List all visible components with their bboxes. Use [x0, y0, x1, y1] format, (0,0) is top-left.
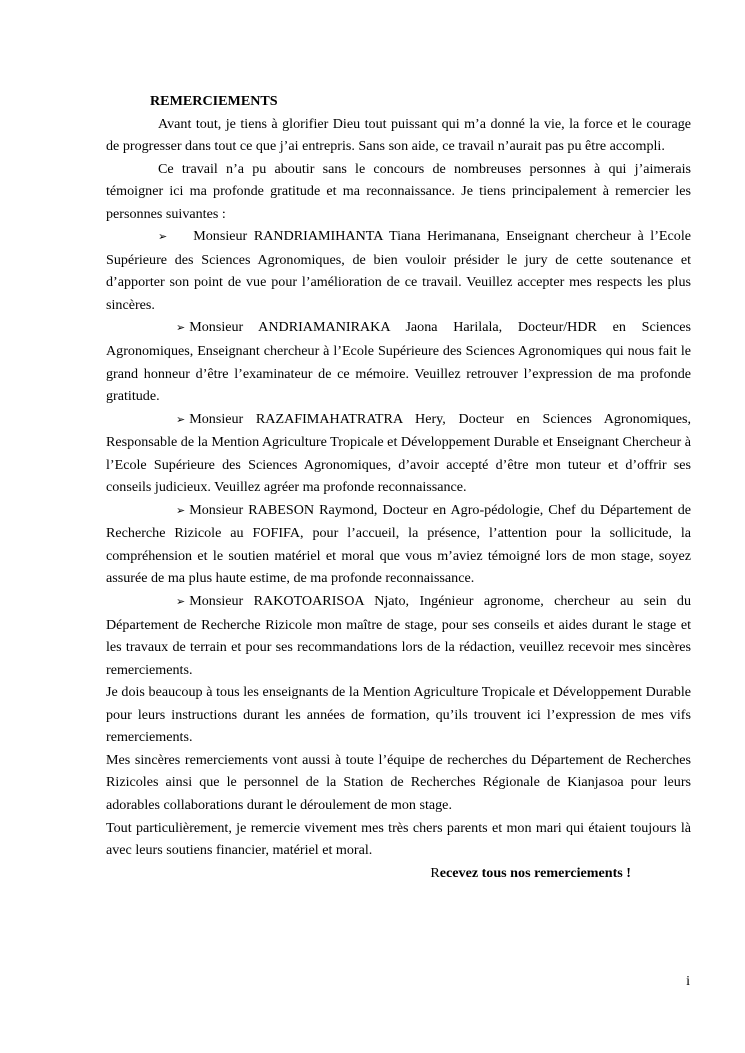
intro-paragraph: Avant tout, je tiens à glorifier Dieu tout puissant qui m’a donné la vie, la force et le courage de progresser dans tout ce que j’ai entrepris. Sans son aide, ce travail n’aurait pas pu être accompli.: [106, 115, 691, 155]
list-item: [106, 590, 691, 681]
list-item-text: Monsieur RANDRIAMIHANTA Tiana Herimanana, Enseignant chercheur à l’Ecole Supérieure des Sciences Agronomiques, de bien vouloir présider le jury de cette soutenance et d’apporter son point de vue pour l’amélioration de ce travail. Veuillez accepter mes respects les plus sincères.: [106, 228, 691, 313]
arrow-bullet-icon: ➢: [158, 230, 168, 244]
list-item-text: Monsieur RAKOTOARISOA Njato, Ingénieur agronome, chercheur au sein du Département de Recherche Rizicole mon maître de stage, pour ses conseils et aides durant le stage et les travaux de terrain et pour ses recommandations lors de la rédaction, veuillez recevoir mes sincères remerciements.: [106, 593, 691, 678]
list-item: [106, 408, 691, 499]
document-page: [106, 90, 691, 884]
closing-first-letter: R: [430, 864, 440, 881]
intro-paragraph-2: Ce travail n’a pu aboutir sans le concours de nombreuses personnes à qui j’aimerais témoigner ici ma profonde gratitude et ma reconnaissance. Je tiens principalement à remercier les personnes suivantes :: [106, 160, 691, 222]
list-item: [106, 316, 691, 407]
list-item: [106, 225, 691, 316]
list-item-text: Monsieur ANDRIAMANIRAKA Jaona Harilala, Docteur/HDR en Sciences Agronomiques, Enseignant chercheur à l’Ecole Supérieure des Sciences Agronomiques qui nous fait le grand honneur d’être l’examinateur de ce mémoire. Veuillez retrouver l’expression de ma profonde gratitude.: [106, 319, 691, 405]
family-paragraph: Tout particulièrement, je remercie vivement mes très chers parents et mon mari qui étaient toujours là avec leurs soutiens financier, matériel et moral.: [106, 819, 691, 859]
arrow-bullet-icon: ➢: [176, 321, 186, 335]
arrow-bullet-icon: ➢: [176, 412, 186, 426]
page-title: REMERCIEMENTS: [150, 93, 278, 109]
page-number: i: [686, 973, 690, 989]
teachers-paragraph: Je dois beaucoup à tous les enseignants de la Mention Agriculture Tropicale et Développement Durable pour leurs instructions durant les années de formation, qu’ils trouvent ici l’expression de mes vifs remerciements.: [106, 684, 691, 746]
list-item-text: Monsieur RABESON Raymond, Docteur en Agro-pédologie, Chef du Département de Recherche Rizicole au FOFIFA, pour l’accueil, la présence, l’attention pour la sollicitude, la compréhension et le soutien matériel et moral que vous m’aviez témoigné lors de mon stage, soyez assurée de ma plus haute estime, de ma profonde reconnaissance.: [106, 501, 691, 587]
list-item: [106, 499, 691, 590]
arrow-bullet-icon: ➢: [176, 595, 186, 609]
list-item-text: Monsieur RAZAFIMAHATRATRA Hery, Docteur en Sciences Agronomiques, Responsable de la Mention Agriculture Tropicale et Développement Durable et Enseignant Chercheur à l’Ecole Supérieure des Sciences Agronomiques, d’avoir accepté d’être mon tuteur et d’offrir ses conseils judicieux. Veuillez agréer ma profonde reconnaissance.: [106, 410, 691, 496]
team-paragraph: Mes sincères remerciements vont aussi à toute l’équipe de recherches du Département de Recherches Rizicoles ainsi que le personnel de la Station de Recherches Régionale de Kianjasoa pour leurs adorables collaborations durant le déroulement de mon stage.: [106, 751, 691, 813]
closing-line: [106, 862, 691, 885]
closing-text: ecevez tous nos remerciements !: [439, 864, 631, 881]
arrow-bullet-icon: ➢: [176, 503, 186, 517]
